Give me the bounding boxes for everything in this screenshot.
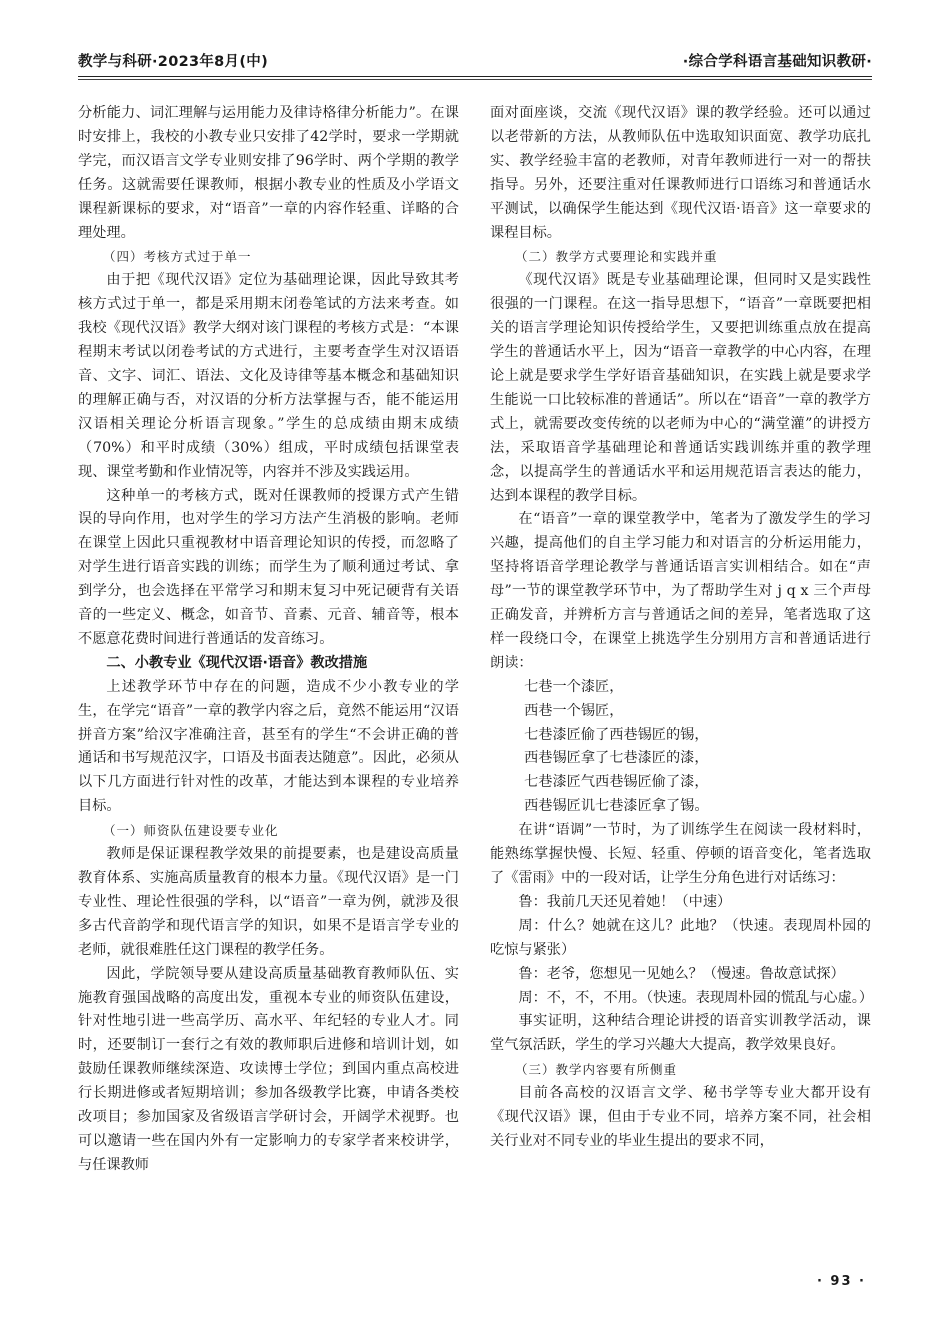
paragraph: 周：不，不，不用。（快速。表现周朴园的慌乱与心虚。） (518, 989, 874, 1006)
header-rule (78, 76, 872, 77)
paragraph: 事实证明，这种结合理论讲授的语音实训教学活动，课堂气氛活跃，学生的学习兴趣大大提高，教学效果良好。 (490, 1013, 871, 1054)
paragraph: 在“语音”一章的课堂教学中，笔者为了激发学生的学习兴趣，提高他们的自主学习能力和对语言的分析运用能力，坚持将语音学理论教学与普通话语言实训相结合。如在“声母”一节的课堂教学环节中，为了帮助学生对 j q x 三个声母正确发音，并辨析方言与普通话之间的差异，笔者选取了这样一段绕口令，在课堂上挑选学生分别用方言和普通话进行朗读： (490, 511, 871, 671)
tongue-twister-line: 七巷漆匠气西巷锡匠偷了漆， (524, 774, 709, 791)
right-column (490, 102, 874, 1154)
paragraph: 面对面座谈，交流《现代汉语》课的教学经验。还可以通过以老带新的方法，从教师队伍中选取知识面宽、教学功底扎实、教学经验丰富的老教师，对青年教师进行一对一的帮扶指导。另外，还要注重对任课教师进行口语练习和普通话水平测试，以确保学生能达到《现代汉语·语音》这一章要求的课程目标。 (490, 105, 871, 241)
paragraph: 目前各高校的汉语言文学、秘书学等专业大都开设有《现代汉语》课，但由于专业不同，培养方案不同，社会相关行业对不同专业的毕业生提出的要求不同， (490, 1085, 871, 1149)
left-column (78, 102, 459, 1178)
page-number: · 93 · (816, 1274, 866, 1289)
paragraph: 因此，学院领导要从建设高质量基础教育教师队伍、实施教育强国战略的高度出发，重视本专业的师资队伍建设，针对性地引进一些高学历、高水平、年纪轻的专业人才。同时，还要制订一套行之有效的教师职后进修和培训计划，如鼓励任课教师继续深造、攻读博士学位；到国内重点高校进行长期进修或者短期培训；参加各级教学比赛，申请各类校改项目；参加国家及省级语言学研讨会，开阔学术视野。也可以邀请一些在国内外有一定影响力的专家学者来校讲学，与任课教师 (78, 965, 459, 1173)
tongue-twister-line: 西巷锡匠拿了七巷漆匠的漆， (524, 750, 709, 767)
paragraph: 教师是保证课程教学效果的前提要素，也是建设高质量教育体系、实施高质量教育的根本力量。《现代汉语》是一门专业性、理论性很强的学科，以“语音”一章为例，就涉及很多古代音韵学和现代语言学的知识，如果不是语言学专业的老师，就很难胜任这门课程的教学任务。 (78, 846, 459, 958)
paragraph: 周：什么？她就在这儿？此地？（快速。表现周朴园的吃惊与紧张） (490, 917, 871, 958)
paragraph: 由于把《现代汉语》定位为基础理论课，因此导致其考核方式过于单一，都是采用期末闭卷笔试的方法来考查。如我校《现代汉语》教学大纲对该门课程的考核方式是：“本课程期末考试以闭卷考试的方式进行，主要考查学生对汉语语音、文字、词汇、语法、文化及诗律等基本概念和基础知识的理解正确与否，对汉语的分析方法掌握与否，能不能运用汉语相关理论分析语言现象。”学生的总成绩由期末成绩（70%）和平时成绩（30%）组成，平时成绩包括课堂表现、课堂考勤和作业情况等，内容并不涉及实践运用。 (78, 272, 459, 480)
subsection-heading: （一）师资队伍建设要专业化 (103, 823, 279, 839)
paragraph: 这种单一的考核方式，既对任课教师的授课方式产生错误的导向作用，也对学生的学习方法产生消极的影响。老师在课堂上因此只重视教材中语音理论知识的传授，而忽略了对学生进行语音实践的训练；而学生为了顺利通过考试、拿到学分，也会选择在平常学习和期末复习中死记硬背有关语音的一些定义、概念，如音节、音素、元音、辅音等，根本不愿意花费时间进行普通话的发音练习。 (78, 487, 459, 647)
tongue-twister-line: 西巷锡匠讥七巷漆匠拿了锡。 (524, 798, 709, 815)
paragraph: 鲁：老爷，您想见一见她么？（慢速。鲁故意试探） (518, 965, 845, 982)
subsection-heading: （二）教学方式要理论和实践并重 (515, 249, 718, 265)
column-title: ·综合学科语言基础知识教研· (682, 54, 872, 70)
paragraph: 《现代汉语》既是专业基础理论课，但同时又是实践性很强的一门课程。在这一指导思想下，“语音”一章既要把相关的语言学理论知识传授给学生，又要把训练重点放在提高学生的普通话水平上，因为“语音一章教学的中心内容，在理论上就是要求学生学好语音基础知识，在实践上就是要求学生能说一口比较标准的普通话”。所以在“语音”一章的教学方式上，就需要改变传统的以老师为中心的“满堂灌”的讲授方法，采取语音学基础理论和普通话实践训练并重的教学理念，以提高学生的普通话水平和运用规范语言表达的能力，达到本课程的教学目标。 (490, 272, 871, 504)
paragraph: 分析能力、词汇理解与运用能力及律诗格律分析能力”。在课时安排上，我校的小教专业只安排了42学时，要求一学期就学完，而汉语言文学专业则安排了96学时、两个学期的教学任务。这就需要任课教师，根据小教专业的性质及小学语文课程新课标的要求，对“语音”一章的内容作轻重、详略的合理处理。 (78, 105, 459, 241)
tongue-twister-line: 西巷一个锡匠， (524, 702, 624, 719)
section-heading: 二、小教专业《现代汉语·语音》教改措施 (106, 654, 368, 671)
running-header (78, 46, 872, 76)
journal-title: 教学与科研·2023年8月(中) (78, 54, 269, 70)
tongue-twister-line: 七巷一个漆匠， (524, 678, 624, 695)
paragraph: 上述教学环节中存在的问题，造成不少小教专业的学生，在学完“语音”一章的教学内容之后，竟然不能运用“汉语拼音方案”给汉字准确注音，甚至有的学生“不会讲正确的普通话和书写规范汉字，口语及书面表达随意”。因此，必须从以下几方面进行针对性的改革，才能达到本课程的专业培养目标。 (78, 678, 459, 815)
paragraph: 在讲“语调”一节时，为了训练学生在阅读一段材料时，能熟练掌握快慢、长短、轻重、停顿的语音变化，笔者选取了《雷雨》中的一段对话，让学生分角色进行对话练习： (490, 822, 871, 886)
subsection-heading: （四）考核方式过于单一 (103, 249, 252, 265)
tongue-twister-line: 七巷漆匠偷了西巷锡匠的锡， (524, 726, 709, 743)
subsection-heading: （三）教学内容要有所侧重 (515, 1062, 678, 1078)
paragraph: 鲁：我前几天还见着她！（中速） (518, 893, 732, 910)
header-rule-thin (78, 79, 872, 80)
